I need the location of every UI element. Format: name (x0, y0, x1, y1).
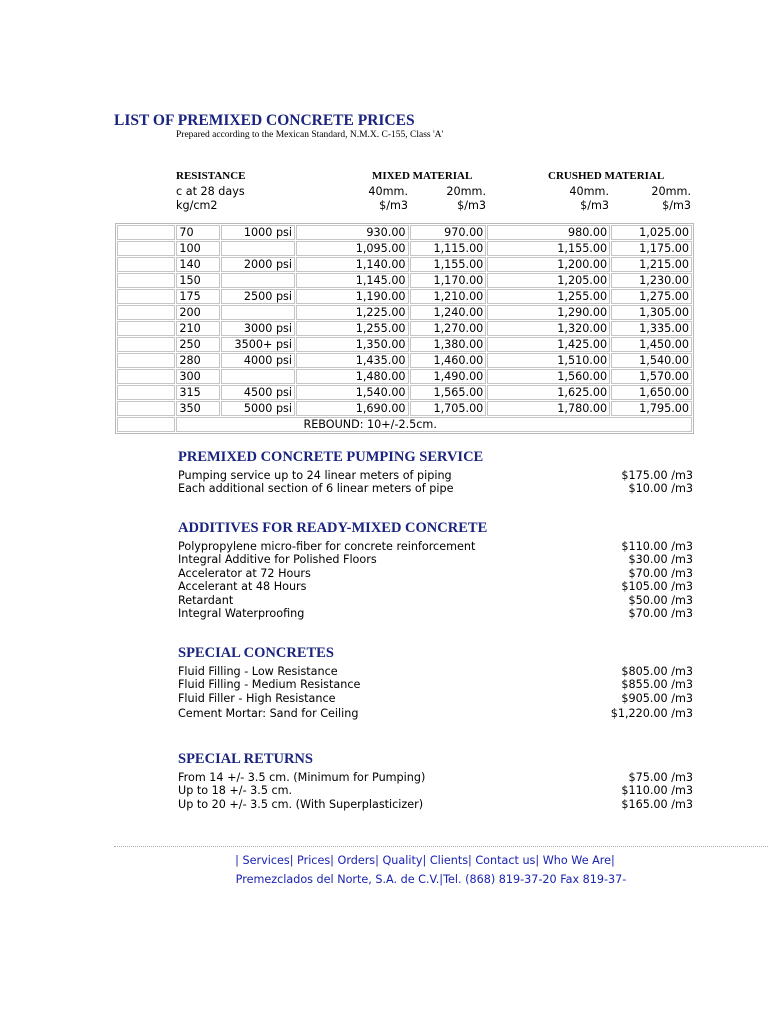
kg-cell: 175 (176, 289, 220, 304)
crushed-20mm-cell: 1,450.00 (611, 337, 692, 352)
crushed-40mm-cell: 1,510.00 (487, 353, 610, 368)
section-title: SPECIAL RETURNS (178, 751, 313, 767)
mixed-20mm-cell: 1,170.00 (410, 273, 487, 288)
crushed-40mm-cell: 1,320.00 (487, 321, 610, 336)
psi-cell: 3500+ psi (221, 337, 295, 352)
mixed-20mm-cell: 1,490.00 (410, 369, 487, 384)
section-title: SPECIAL CONCRETES (178, 645, 334, 661)
crushed-40mm-cell: 1,205.00 (487, 273, 610, 288)
row-spacer-cell (117, 289, 175, 304)
crushed-20mm-header: 20mm. (651, 185, 691, 198)
item-label: Integral Additive for Polished Floors (178, 553, 377, 567)
mixed-20mm-cell: 1,155.00 (410, 257, 487, 272)
mixed-40mm-cell: 1,690.00 (296, 401, 409, 416)
item-price: $70.00 /m3 (628, 606, 693, 620)
link-separator: | (611, 854, 615, 867)
page-title: LIST OF PREMIXED CONCRETE PRICES (114, 112, 415, 129)
table-row (117, 289, 692, 304)
mixed-20mm-cell: 1,705.00 (410, 401, 487, 416)
mixed-40mm-cell: 1,140.00 (296, 257, 409, 272)
item-price: $165.00 /m3 (621, 797, 693, 811)
link-separator: | (375, 854, 379, 867)
psi-cell: 1000 psi (221, 225, 295, 240)
row-spacer-cell (117, 401, 175, 416)
footer-link-services[interactable]: Services (242, 854, 290, 867)
mixed-40mm-cell: 930.00 (296, 225, 409, 240)
row-spacer-cell (117, 241, 175, 256)
footer-link-orders[interactable]: Orders (337, 854, 376, 867)
section-title: ADDITIVES FOR READY-MIXED CONCRETE (178, 520, 488, 536)
list-item (178, 567, 693, 580)
mixed-40mm-cell: 1,190.00 (296, 289, 409, 304)
psi-cell (221, 273, 295, 288)
item-price: $105.00 /m3 (621, 580, 693, 594)
item-label: Each additional section of 6 linear meters of pipe (178, 482, 454, 496)
list-item (178, 707, 693, 720)
kg-cell: 150 (176, 273, 220, 288)
item-price: $10.00 /m3 (628, 482, 693, 496)
psi-cell (221, 305, 295, 320)
item-label: Fluid Filling - Medium Resistance (178, 678, 361, 692)
footer-divider (114, 846, 768, 847)
list-item (178, 798, 693, 811)
table-row (117, 241, 692, 256)
mixed-20mm-cell: 1,460.00 (410, 353, 487, 368)
item-price: $110.00 /m3 (621, 540, 693, 553)
crushed-40mm-cell: 1,155.00 (487, 241, 610, 256)
crushed-40mm-cell: 1,255.00 (487, 289, 610, 304)
item-label: Retardant (178, 593, 234, 607)
mixed-40mm-cell: 1,225.00 (296, 305, 409, 320)
row-spacer-cell (117, 417, 175, 432)
psi-cell: 4500 psi (221, 385, 295, 400)
kg-cell: 200 (176, 305, 220, 320)
crushed-20mm-cell: 1,570.00 (611, 369, 692, 384)
table-row-rebound (117, 417, 692, 432)
table-row (117, 401, 692, 416)
mixed-20mm-unit: $/m3 (457, 199, 486, 212)
item-label: Fluid Filler - High Resistance (178, 691, 336, 705)
crushed-material-header: CRUSHED MATERIAL (548, 170, 665, 182)
footer-nav (0, 854, 768, 867)
mixed-40mm-header: 40mm. (368, 185, 408, 198)
crushed-20mm-cell: 1,795.00 (611, 401, 692, 416)
mixed-40mm-cell: 1,350.00 (296, 337, 409, 352)
item-price: $50.00 /m3 (628, 593, 693, 607)
resistance-subheader-days: c at 28 days (176, 185, 245, 198)
crushed-40mm-header: 40mm. (569, 185, 609, 198)
link-separator: | (330, 854, 334, 867)
mixed-material-header: MIXED MATERIAL (372, 170, 473, 182)
resistance-header: RESISTANCE (176, 170, 246, 182)
kg-cell: 210 (176, 321, 220, 336)
psi-cell (221, 369, 295, 384)
crushed-40mm-cell: 1,425.00 (487, 337, 610, 352)
crushed-40mm-cell: 1,200.00 (487, 257, 610, 272)
price-table (115, 223, 694, 434)
item-price: $1,220.00 /m3 (610, 707, 693, 721)
item-label: Up to 20 +/- 3.5 cm. (With Superplasticizer) (178, 797, 424, 811)
link-separator: | (468, 854, 472, 867)
row-spacer-cell (117, 305, 175, 320)
special-concretes-section (178, 645, 693, 721)
crushed-40mm-cell: 1,290.00 (487, 305, 610, 320)
psi-cell (221, 241, 295, 256)
crushed-20mm-cell: 1,175.00 (611, 241, 692, 256)
list-item (178, 771, 693, 784)
crushed-40mm-unit: $/m3 (580, 199, 609, 212)
link-separator: | (422, 854, 427, 867)
footer-link-prices[interactable]: Prices (297, 854, 331, 867)
page-subtitle: Prepared according to the Mexican Standard, N.M.X. C-155, Class 'A' (176, 130, 444, 140)
list-item (178, 553, 693, 566)
table-row (117, 305, 692, 320)
kg-cell: 280 (176, 353, 220, 368)
psi-cell: 5000 psi (221, 401, 295, 416)
row-spacer-cell (117, 353, 175, 368)
footer-link-who-we-are[interactable]: Who We Are (542, 854, 612, 867)
psi-cell: 2500 psi (221, 289, 295, 304)
row-spacer-cell (117, 385, 175, 400)
crushed-40mm-cell: 1,625.00 (487, 385, 610, 400)
list-item (178, 665, 693, 678)
rebound-note: REBOUND: 10+/-2.5cm. (176, 417, 692, 432)
item-label: From 14 +/- 3.5 cm. (Minimum for Pumping) (178, 771, 426, 784)
psi-cell: 3000 psi (221, 321, 295, 336)
additives-section (178, 520, 693, 620)
crushed-40mm-cell: 980.00 (487, 225, 610, 240)
row-spacer-cell (117, 273, 175, 288)
mixed-40mm-cell: 1,095.00 (296, 241, 409, 256)
footer-company-info: Premezclados del Norte, S.A. de C.V.|Tel. (868) 819-37-20 Fax 819-37- (235, 873, 627, 886)
row-spacer-cell (117, 257, 175, 272)
link-separator: | (235, 854, 239, 867)
kg-cell: 300 (176, 369, 220, 384)
crushed-20mm-cell: 1,305.00 (611, 305, 692, 320)
row-spacer-cell (117, 369, 175, 384)
table-row (117, 385, 692, 400)
psi-cell: 2000 psi (221, 257, 295, 272)
kg-cell: 250 (176, 337, 220, 352)
pumping-service-section (178, 449, 693, 496)
mixed-20mm-cell: 970.00 (410, 225, 487, 240)
item-label: Accelerant at 48 Hours (178, 580, 307, 594)
kg-cell: 140 (176, 257, 220, 272)
kg-cell: 350 (176, 401, 220, 416)
item-label: Cement Mortar: Sand for Ceiling (178, 707, 359, 721)
item-price: $805.00 /m3 (621, 665, 693, 678)
mixed-20mm-cell: 1,270.00 (410, 321, 487, 336)
list-item (178, 607, 693, 620)
crushed-20mm-cell: 1,025.00 (611, 225, 692, 240)
link-separator: | (535, 854, 540, 867)
list-item (178, 692, 693, 705)
item-label: Accelerator at 72 Hours (178, 566, 311, 580)
list-item (178, 540, 693, 553)
item-price: $30.00 /m3 (628, 553, 693, 567)
list-item (178, 580, 693, 593)
row-spacer-cell (117, 337, 175, 352)
item-label: Up to 18 +/- 3.5 cm. (178, 784, 293, 798)
kg-cell: 315 (176, 385, 220, 400)
table-row (117, 257, 692, 272)
item-price: $75.00 /m3 (628, 771, 693, 784)
psi-cell: 4000 psi (221, 353, 295, 368)
mixed-20mm-cell: 1,240.00 (410, 305, 487, 320)
row-spacer-cell (117, 225, 175, 240)
footer-link-clients[interactable]: Clients (429, 854, 469, 867)
table-row (117, 353, 692, 368)
table-row (117, 369, 692, 384)
item-label: Integral Waterproofing (178, 606, 305, 620)
kg-cell: 100 (176, 241, 220, 256)
list-item (178, 594, 693, 607)
mixed-40mm-unit: $/m3 (379, 199, 408, 212)
mixed-40mm-cell: 1,255.00 (296, 321, 409, 336)
list-item (178, 784, 693, 797)
mixed-20mm-cell: 1,565.00 (410, 385, 487, 400)
crushed-20mm-cell: 1,540.00 (611, 353, 692, 368)
item-price: $855.00 /m3 (621, 678, 693, 692)
item-label: Polypropylene micro-fiber for concrete reinforcement (178, 540, 476, 553)
crushed-20mm-cell: 1,650.00 (611, 385, 692, 400)
link-separator: | (289, 854, 294, 867)
item-price: $110.00 /m3 (621, 784, 693, 798)
table-row (117, 337, 692, 352)
crushed-20mm-cell: 1,230.00 (611, 273, 692, 288)
table-row (117, 321, 692, 336)
item-label: Pumping service up to 24 linear meters of piping (178, 469, 452, 482)
mixed-40mm-cell: 1,145.00 (296, 273, 409, 288)
table-row (117, 273, 692, 288)
item-price: $70.00 /m3 (628, 566, 693, 580)
crushed-20mm-unit: $/m3 (662, 199, 691, 212)
row-spacer-cell (117, 321, 175, 336)
list-item (178, 678, 693, 691)
table-row (117, 225, 692, 240)
mixed-20mm-header: 20mm. (446, 185, 486, 198)
list-item (178, 469, 693, 482)
crushed-20mm-cell: 1,275.00 (611, 289, 692, 304)
mixed-40mm-cell: 1,540.00 (296, 385, 409, 400)
mixed-40mm-cell: 1,435.00 (296, 353, 409, 368)
crushed-20mm-cell: 1,215.00 (611, 257, 692, 272)
mixed-40mm-cell: 1,480.00 (296, 369, 409, 384)
footer-link-contact-us[interactable]: Contact us (475, 854, 536, 867)
section-title: PREMIXED CONCRETE PUMPING SERVICE (178, 449, 484, 465)
resistance-subheader-unit: kg/cm2 (176, 199, 218, 212)
crushed-20mm-cell: 1,335.00 (611, 321, 692, 336)
crushed-40mm-cell: 1,780.00 (487, 401, 610, 416)
mixed-20mm-cell: 1,210.00 (410, 289, 487, 304)
item-label: Fluid Filling - Low Resistance (178, 665, 338, 678)
special-returns-section (178, 751, 693, 811)
crushed-40mm-cell: 1,560.00 (487, 369, 610, 384)
list-item (178, 482, 693, 495)
item-price: $905.00 /m3 (621, 691, 693, 705)
mixed-20mm-cell: 1,115.00 (410, 241, 487, 256)
mixed-20mm-cell: 1,380.00 (410, 337, 487, 352)
footer-link-quality[interactable]: Quality (382, 854, 423, 867)
kg-cell: 70 (176, 225, 220, 240)
item-price: $175.00 /m3 (621, 469, 693, 482)
